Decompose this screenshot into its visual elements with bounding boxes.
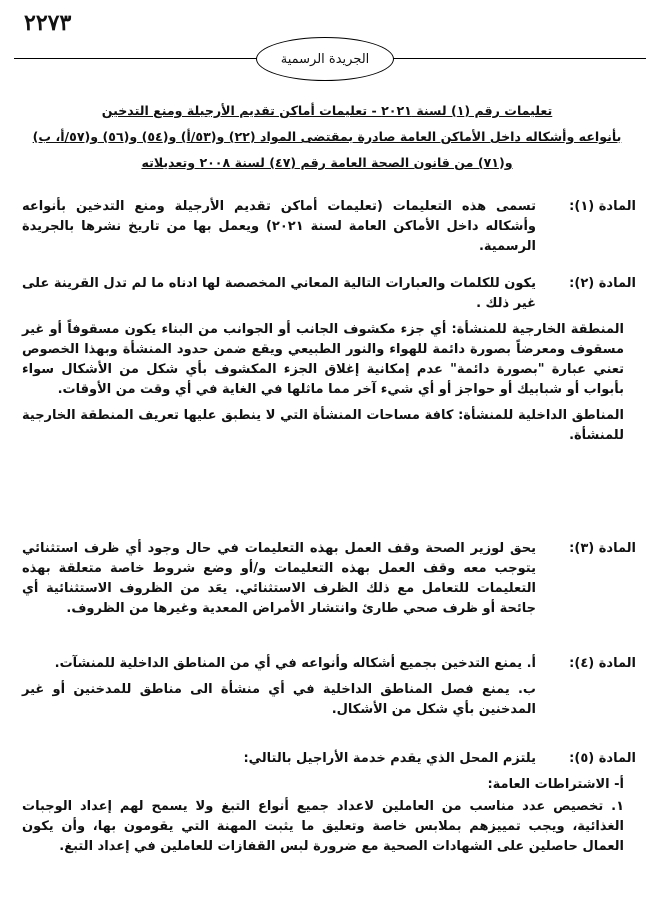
article-label: المادة (٣): <box>569 541 636 556</box>
page-number: ٢٢٧٣ <box>24 10 72 36</box>
article-4 <box>22 654 636 720</box>
gazette-name-badge <box>256 37 394 81</box>
article-3 <box>22 539 636 619</box>
title-line-3: و(٧١) من قانون الصحة العامة رقم (٤٧) لسنة ٢٠٠٨ وتعديلاته <box>141 155 513 170</box>
gazette-name: الجريدة الرسمية <box>280 51 370 67</box>
article-text: يحق لوزير الصحة وقف العمل بهذه التعليمات في حال وجود أي ظرف استثنائي يتوجب معه وقف العمل بهذه التعليمات و/أو وضع شروط خاصة متعلقة بهذه التعليمات للتعامل مع ذلك الظرف الاستثنائي. يعَد من الظروف الاستثنائية أي جائحة أو ظرف صحي طارئ وانتشار الأمراض المعدية وغيرها من الظروف. <box>22 541 536 616</box>
article-1 <box>22 197 636 257</box>
article-text: يلتزم المحل الذي يقدم خدمة الأراجيل بالتالي: <box>243 751 536 766</box>
article-text: يكون للكلمات والعبارات التالية المعاني المخصصة لها ادناه ما لم تدل القرينة على غير ذلك . <box>22 276 536 311</box>
article-label: المادة (١): <box>569 199 636 214</box>
article-item-a: أ. يمنع التدخين بجميع أشكاله وأنواعه في أي من المناطق الداخلية للمنشآت. <box>54 656 536 671</box>
article-item-b: ب. يمنع فصل المناطق الداخلية في أي منشأة الى مناطق للمدخنين أو غير المدخنين بأي شكل من الأشكال. <box>22 682 536 717</box>
title-line-1: تعليمات رقم (١) لسنة ٢٠٢١ - تعليمات أماكن تقديم الأرجيلة ومنع التدخين <box>101 103 553 118</box>
article-5 <box>22 749 636 857</box>
article-label: المادة (٤): <box>569 656 636 671</box>
definition-outer-area: المنطقة الخارجية للمنشأة: أي جزء مكشوف الجانب أو الجوانب من البناء يكون مسقوفاً أو غير مسقوف ومعرضاً بصورة دائمة للهواء والنور الطبيعي ويقع ضمن حدود المنشأة وبهذا الخصوص تعني عبارة "بصورة دائمة" عدم إمكانية إغلاق الجزء المكشوف بأي شكل من الأشكال سواء بأبواب أو شبابيك أو حواجز أو أي شيء آخر مما ماثلها في الغاية في أي وقت من الأوقات. <box>22 322 624 397</box>
article-subheading: أ- الاشتراطات العامة: <box>487 777 624 792</box>
article-label: المادة (٥): <box>569 751 636 766</box>
title-line-2: بأنواعه وأشكاله داخل الأماكن العامة صادرة بمقتضى المواد (٢٢) و(٥٣/أ) و(٥٤) و(٥٦) و(٥٧/أ، ب) <box>32 129 622 144</box>
article-item-1: ١. تخصيص عدد مناسب من العاملين لاعداد جميع أنواع التبغ ولا يسمح لهم إعداد الوجبات الغذائية، ويجب تمييزهم بملابس خاصة وتعليق ما يثبت المهنة التي يقومون بها، وأن يكون العمال حاصلين على الشهادات الصحية مع ضرورة لبس القفازات للعاملين في إعداد التبغ. <box>22 799 624 854</box>
article-label: المادة (٢): <box>569 276 636 291</box>
article-2 <box>22 274 636 446</box>
definition-inner-areas: المناطق الداخلية للمنشأة: كافة مساحات المنشأة التي لا ينطبق عليها تعريف المنطقة الخارجية للمنشأة. <box>22 408 624 443</box>
article-text: تسمى هذه التعليمات (تعليمات أماكن تقديم الأرجيلة ومنع التدخين بأنواعه وأشكاله داخل الأماكن العامة لسنة ٢٠٢١) ويعمل بها من تاريخ نشرها بالجريدة الرسمية. <box>22 199 537 254</box>
document-title <box>22 98 632 176</box>
